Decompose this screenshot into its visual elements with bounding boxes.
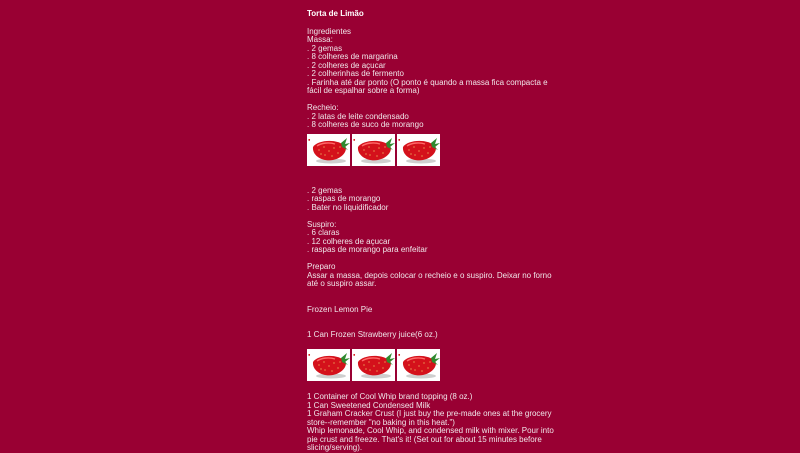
preparo-text: Assar a massa, depois colocar o recheio e o suspiro. Deixar no forno até o suspiro assar.	[307, 270, 552, 288]
extra-item: . Bater no liquidificador	[307, 202, 389, 212]
english-item: 1 Container of Cool Whip brand topping (8 oz.)	[307, 392, 473, 401]
massa-item: . Farinha até dar ponto (O ponto é quando a massa fica compacta e fácil de espalhar sobre a forma)	[307, 77, 548, 95]
recipe-content	[307, 10, 557, 453]
svg-text:●: ●	[353, 136, 356, 142]
strawberry-icon	[397, 134, 440, 166]
english-item: 1 Can Sweetened Condensed Milk	[307, 400, 431, 410]
massa-item: . 2 colheres de açucar	[307, 60, 386, 70]
extra-item: . 2 gemas	[307, 185, 343, 195]
massa-heading: Massa:	[307, 35, 333, 44]
strawberry-image-row	[307, 349, 557, 381]
suspiro-item: . raspas de morango para enfeitar	[307, 245, 428, 254]
massa-item: . 2 colherinhas de fermento	[307, 69, 404, 78]
english-item: 1 Graham Cracker Crust (I just buy the pre-made ones at the grocery store--remember "no baking in this heat.")	[307, 409, 552, 427]
recipe-title: Torta de Limão	[307, 9, 364, 18]
extra-item: . raspas de morango	[307, 194, 381, 203]
strawberry-icon	[352, 134, 395, 166]
strawberry-icon	[352, 349, 395, 381]
svg-text:●: ●	[398, 351, 401, 357]
english-title: Frozen Lemon Pie	[307, 304, 373, 314]
english-first-item: 1 Can Frozen Strawberry juice(6 oz.)	[307, 330, 438, 339]
english-item: Whip lemonade, Cool Whip, and condensed milk with mixer. Pour into pie crust and freeze. That's it! (Set out for about 15 minutes before slicing/serving).	[307, 426, 554, 452]
massa-item: . 8 colheres de margarina	[307, 52, 398, 61]
strawberry-icon	[307, 349, 350, 381]
strawberry-icon	[307, 134, 350, 166]
suspiro-item: . 12 colheres de açucar	[307, 236, 391, 246]
recheio-heading: Recheio:	[307, 103, 339, 112]
svg-text:●: ●	[308, 351, 311, 357]
recheio-item: . 8 colheres de suco de morango	[307, 120, 424, 129]
recheio-item: . 2 latas de leite condensado	[307, 111, 409, 121]
strawberry-icon	[397, 349, 440, 381]
svg-text:●: ●	[353, 351, 356, 357]
svg-text:●: ●	[308, 136, 311, 142]
massa-item: . 2 gemas	[307, 43, 343, 53]
strawberry-image-row	[307, 134, 557, 166]
suspiro-heading: Suspiro:	[307, 219, 337, 229]
preparo-heading: Preparo	[307, 262, 336, 271]
ingredients-heading: Ingredientes	[307, 26, 352, 36]
svg-text:●: ●	[398, 136, 401, 142]
suspiro-item: . 6 claras	[307, 228, 340, 237]
